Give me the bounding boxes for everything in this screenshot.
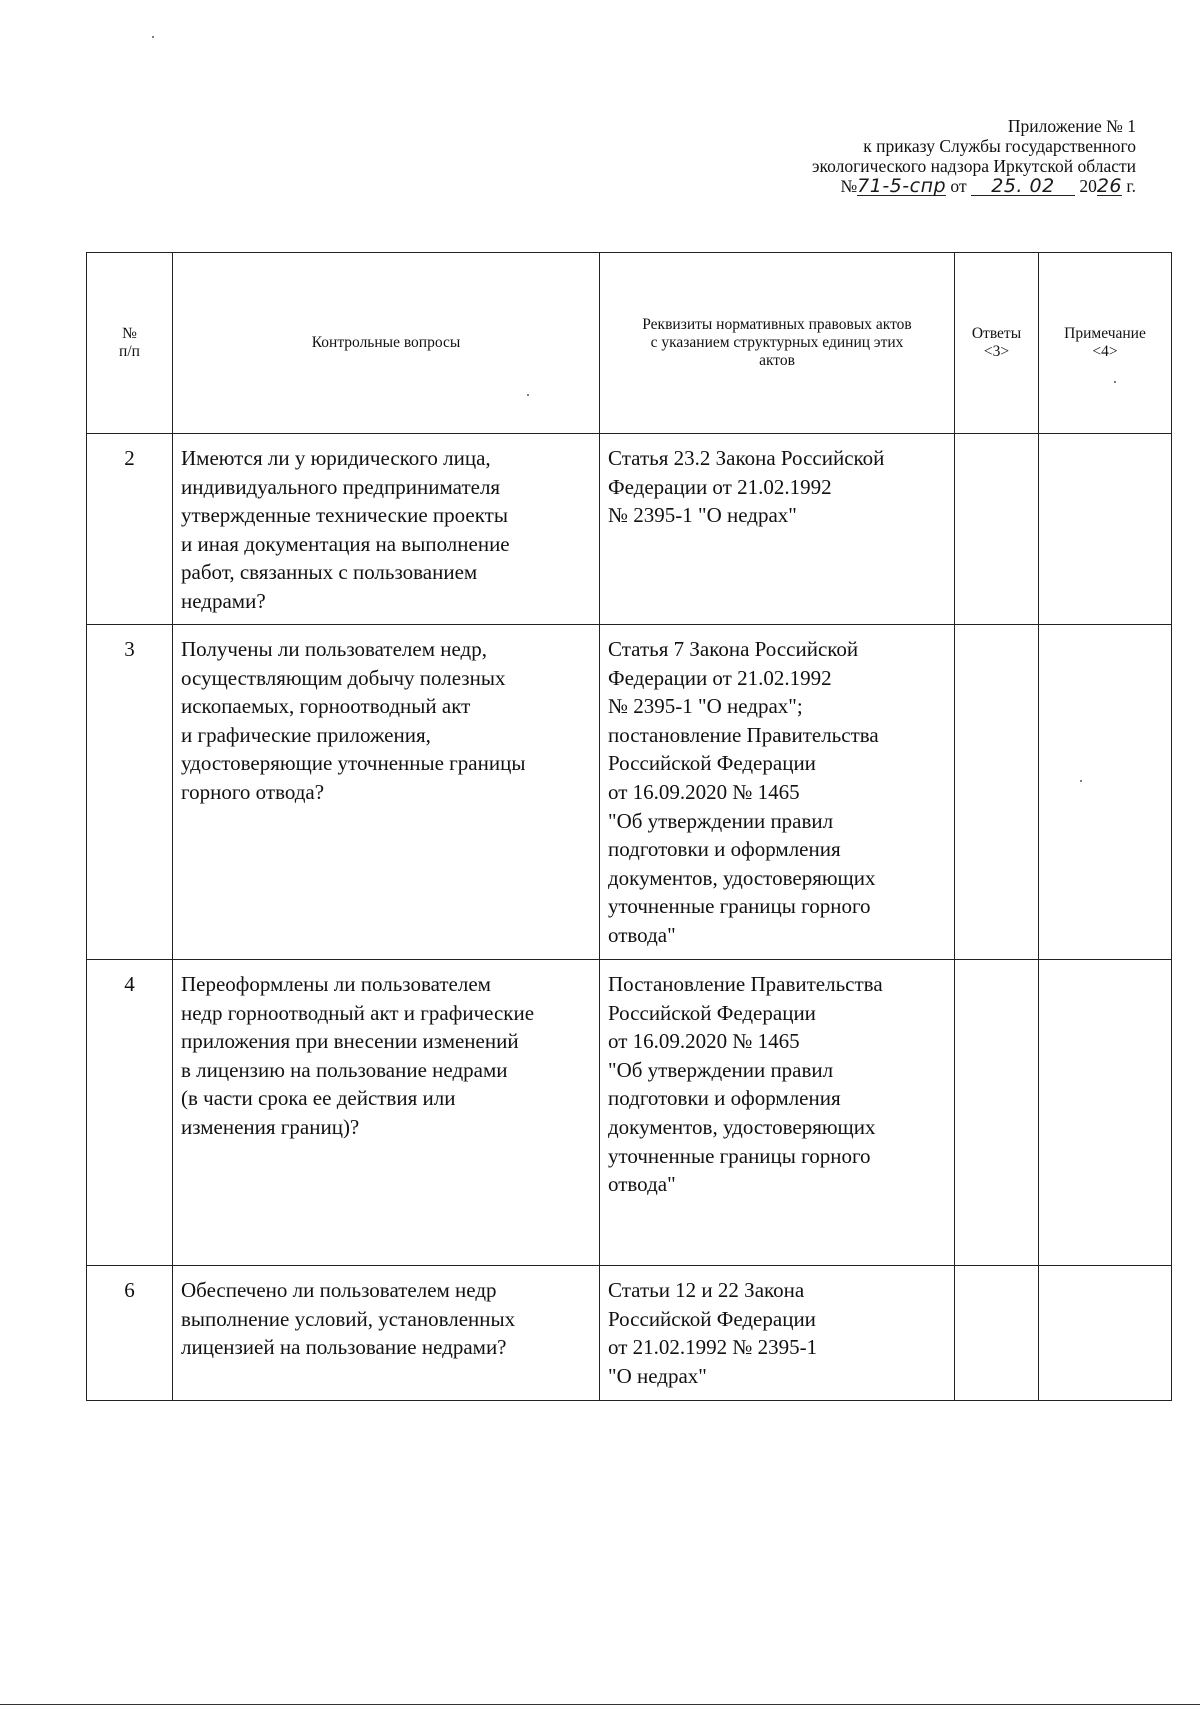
question-text: Обеспечено ли пользователем недр выполнение условий, установленных лицензией на пользование недрами?: [181, 1278, 516, 1360]
order-year-end: г.: [1126, 176, 1136, 196]
question-text: Получены ли пользователем недр, осуществляющим добычу полезных ископаемых, горноотводный акт и графические приложения, удостоверяющие уточненные границы горного отвода?: [181, 637, 526, 804]
table-row: [87, 1266, 1172, 1401]
question-cell: [173, 625, 600, 960]
answer-cell[interactable]: [955, 434, 1039, 625]
page-bottom-rule: [0, 1704, 1200, 1705]
reference-text: Постановление Правительства Российской Федерации от 16.09.2020 № 1465 "Об утверждении правил подготовки и оформления документов, удостоверяющих уточненные границы горного отвода": [608, 972, 883, 1197]
question-text: Переоформлены ли пользователем недр горноотводный акт и графические приложения при внесении изменений в лицензию на пользование недрами (в части срока ее действия или изменения границ)?: [181, 972, 535, 1139]
header-questions: [173, 253, 600, 434]
row-number-cell: [87, 625, 173, 960]
note-cell[interactable]: [1039, 1266, 1172, 1401]
header-notes: [1039, 253, 1172, 434]
scan-speck: [152, 36, 154, 38]
appendix-agency: экологического надзора Иркутской области: [812, 156, 1136, 176]
reference-cell: [600, 434, 955, 625]
order-number-line: [640, 176, 1136, 196]
reference-cell: [600, 960, 955, 1266]
question-text: Имеются ли у юридического лица, индивидуального предпринимателя утвержденные технические проекты и иная документация на выполнение работ, связанных с пользованием недрами?: [181, 446, 510, 613]
row-number-cell: [87, 1266, 173, 1401]
header-notes-label: Примечание <4>: [1064, 325, 1146, 360]
note-cell[interactable]: [1039, 625, 1172, 960]
appendix-header: [640, 116, 1136, 196]
header-number: [87, 253, 173, 434]
row-number-cell: [87, 434, 173, 625]
order-year-prefix: 20: [1079, 176, 1097, 196]
table-row: [87, 960, 1172, 1266]
row-number: 6: [124, 1278, 135, 1302]
table-header-row: [87, 253, 1172, 434]
reference-cell: [600, 1266, 955, 1401]
row-number: 4: [124, 972, 135, 996]
header-references-label: Реквизиты нормативных правовых актов с указанием структурных единиц этих актов: [642, 316, 912, 369]
order-number-handwritten: 71-5-спр: [857, 175, 947, 197]
order-from-label: от: [950, 176, 967, 196]
note-cell[interactable]: [1039, 960, 1172, 1266]
answer-cell[interactable]: [955, 960, 1039, 1266]
note-cell[interactable]: [1039, 434, 1172, 625]
order-year-handwritten: 26: [1096, 175, 1123, 197]
checklist-table: [86, 252, 1172, 1401]
reference-text: Статьи 12 и 22 Закона Российской Федерации от 21.02.1992 № 2395-1 "О недрах": [608, 1278, 818, 1388]
header-questions-label: Контрольные вопросы: [311, 334, 461, 351]
row-number-cell: [87, 960, 173, 1266]
reference-text: Статья 7 Закона Российской Федерации от 21.02.1992 № 2395-1 "О недрах"; постановление Правительства Российской Федерации от 16.09.2020 № 1465 "Об утверждении правил подготовки и оформления документов, удостоверяющих уточненные границы горного отвода": [608, 637, 879, 947]
reference-cell: [600, 625, 955, 960]
question-cell: [173, 960, 600, 1266]
order-number-sign: №: [840, 176, 858, 196]
reference-text: Статья 23.2 Закона Российской Федерации от 21.02.1992 № 2395-1 "О недрах": [608, 446, 885, 528]
order-date-handwritten: 25. 02: [971, 177, 1075, 196]
appendix-order-ref: к приказу Службы государственного: [863, 136, 1136, 156]
table-row: [87, 434, 1172, 625]
answer-cell[interactable]: [955, 1266, 1039, 1401]
header-references: [600, 253, 955, 434]
header-number-label: № п/п: [119, 325, 140, 360]
table-row: [87, 625, 1172, 960]
row-number: 3: [124, 637, 135, 661]
answer-cell[interactable]: [955, 625, 1039, 960]
header-answers-label: Ответы <3>: [971, 325, 1022, 360]
question-cell: [173, 1266, 600, 1401]
header-answers: [955, 253, 1039, 434]
row-number: 2: [124, 446, 135, 470]
question-cell: [173, 434, 600, 625]
appendix-title: Приложение № 1: [1007, 116, 1136, 136]
